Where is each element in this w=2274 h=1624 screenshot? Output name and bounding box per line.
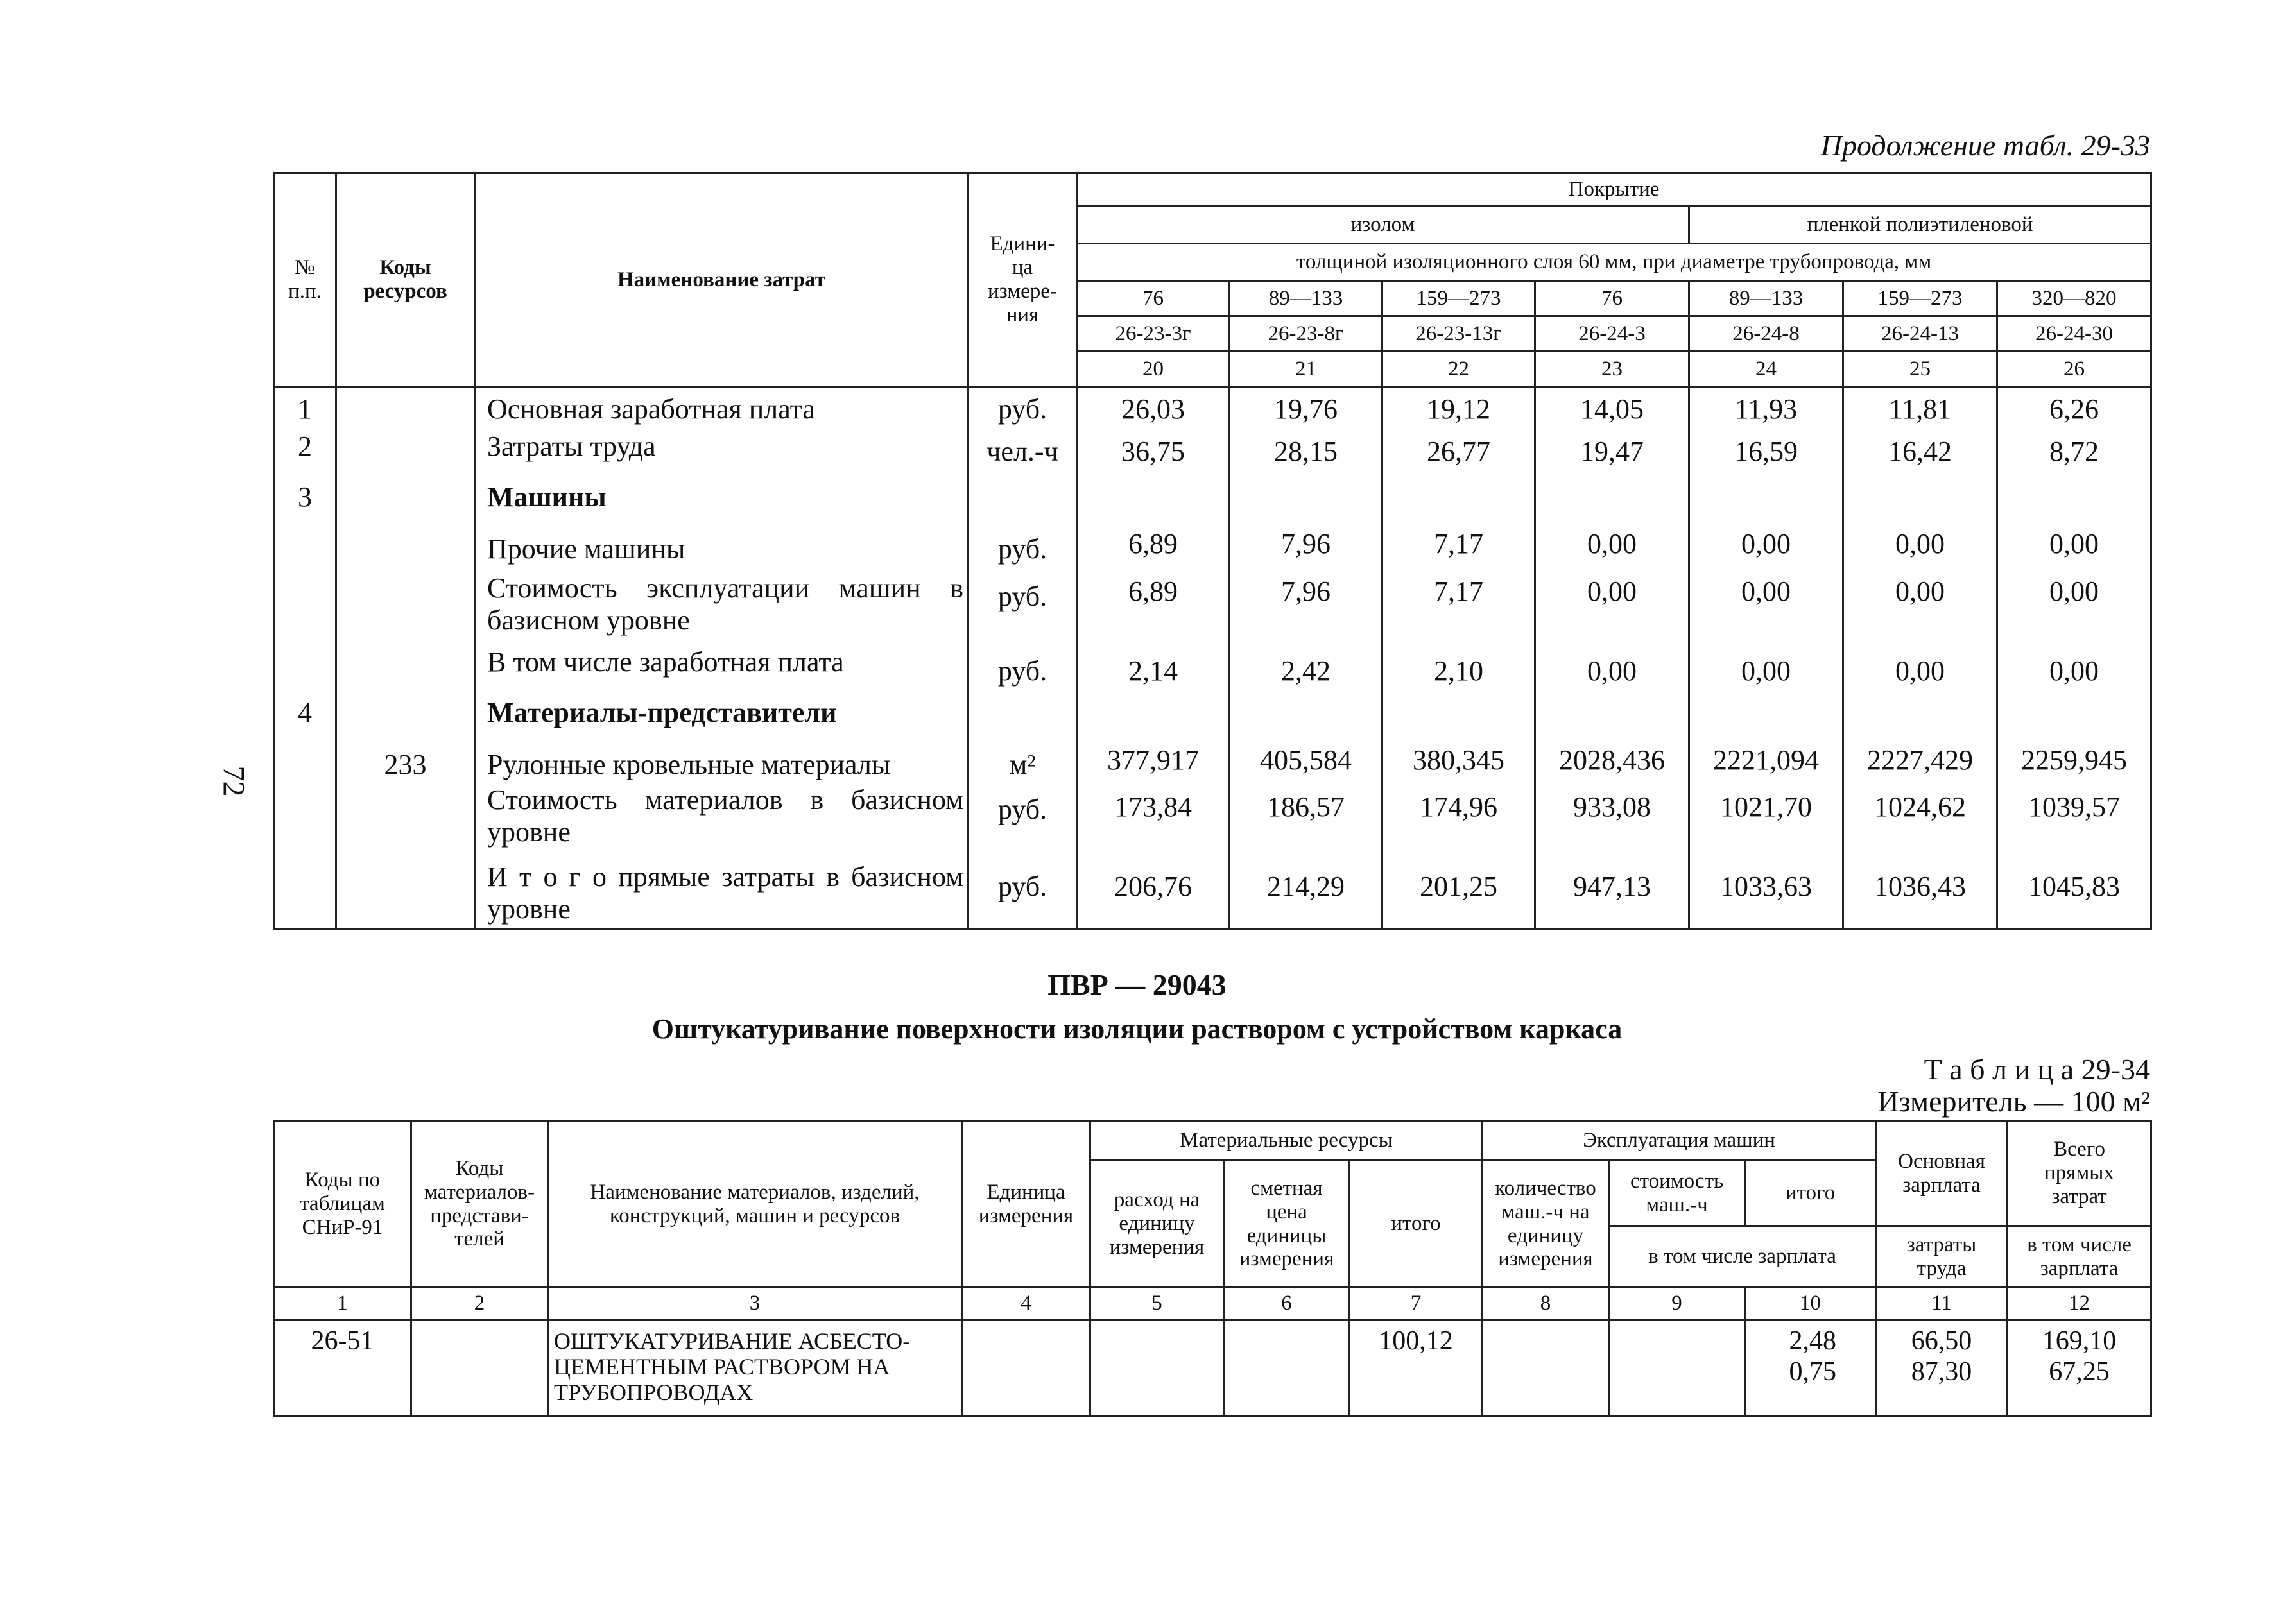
row-c11	[1876, 1320, 2008, 1416]
code-cell: 26-24-30	[1997, 316, 2151, 352]
section-title: Оштукатуривание поверхности изоляции раствором с устройством каркаса	[651, 1013, 1623, 1045]
row-label: И т о г о прямые затраты в базисном уровне	[487, 861, 963, 925]
header-c9: стоимость маш.-ч	[1609, 1161, 1745, 1226]
row-label: Затраты труда	[487, 431, 656, 462]
header-c11a: Основная зарплата	[1876, 1121, 2008, 1226]
header-plenkoy: пленкой полиэтиленовой	[1689, 207, 2151, 244]
header-c4: Единица измерения	[962, 1121, 1090, 1288]
column-number: 12	[2008, 1288, 2151, 1320]
row-c11-labor: 87,30	[1911, 1357, 1972, 1387]
row-c11-wage: 66,50	[1911, 1326, 1972, 1356]
diameter-cell: 159—273	[1843, 281, 1997, 316]
column-number: 8	[1483, 1288, 1609, 1320]
diameter-cell: 76	[1535, 281, 1689, 316]
header-num: № п.п.	[274, 173, 336, 387]
header-unit: Едини-ца измере-ния	[969, 173, 1077, 387]
row-c12-total: 169,10	[2042, 1326, 2117, 1356]
diameter-cell: 159—273	[1382, 281, 1535, 316]
row-label: Материалы-представители	[487, 697, 837, 728]
row-c5	[1090, 1320, 1224, 1416]
diameter-cell: 89—133	[1230, 281, 1382, 316]
header-izolom: изолом	[1077, 207, 1689, 244]
header-c9-10: в том числе зарплата	[1609, 1226, 1876, 1288]
table-29-34	[273, 1120, 2152, 1417]
column-number: 26	[1997, 352, 2151, 387]
row-unit	[962, 1320, 1090, 1416]
header-c10: итого	[1745, 1161, 1876, 1226]
table-29-33-continued	[273, 172, 2152, 930]
column-number: 10	[1745, 1288, 1876, 1320]
body-col-22: 19,12 26,77 7,17 7,17 2,10 380,345 174,96 201,25	[1382, 387, 1535, 929]
row-c7: 100,12	[1350, 1320, 1483, 1416]
row-name: ОШТУКАТУРИВАНИЕ АСБЕСТО-ЦЕМЕНТНЫМ РАСТВОРОМ НА ТРУБОПРОВОДАХ	[548, 1320, 962, 1416]
column-number: 20	[1077, 352, 1230, 387]
row-c9	[1609, 1320, 1745, 1416]
body-col-25: 11,81 16,42 0,00 0,00 0,00 2227,429 1024,62 1036,43	[1843, 387, 1997, 929]
row-c6	[1224, 1320, 1350, 1416]
code-cell: 26-23-13г	[1382, 316, 1535, 352]
diameter-cell: 89—133	[1689, 281, 1843, 316]
page-number: 72	[216, 765, 251, 797]
code-cell: 26-23-8г	[1230, 316, 1382, 352]
column-number: 7	[1350, 1288, 1483, 1320]
header-material: Материальные ресурсы	[1090, 1121, 1483, 1161]
body-col-21: 19,76 28,15 7,96 7,96 2,42 405,584 186,57 214,29	[1230, 387, 1382, 929]
header-c11b: затраты труда	[1876, 1226, 2008, 1288]
code-cell: 26-24-8	[1689, 316, 1843, 352]
row-label: Прочие машины	[487, 533, 685, 565]
column-number: 9	[1609, 1288, 1745, 1320]
body-col-codes: 233	[336, 387, 475, 929]
header-c1: Коды по таблицам СНиР-91	[274, 1121, 411, 1288]
header-c8: количество маш.-ч на единицу измерения	[1483, 1161, 1609, 1288]
column-number: 4	[962, 1288, 1090, 1320]
row-c12-wage: 67,25	[2049, 1357, 2110, 1387]
row-label: В том числе заработная плата	[487, 646, 844, 678]
row-code: 26-51	[274, 1320, 411, 1416]
column-number: 6	[1224, 1288, 1350, 1320]
body-col-units: руб. чел.-ч руб. руб. руб. м² руб. руб.	[969, 387, 1077, 929]
column-number: 5	[1090, 1288, 1224, 1320]
column-number: 24	[1689, 352, 1843, 387]
header-c7: итого	[1350, 1161, 1483, 1288]
column-number: 3	[548, 1288, 962, 1320]
header-thickness: толщиной изоляционного слоя 60 мм, при диаметре трубопровода, мм	[1077, 244, 2151, 281]
diameter-cell: 76	[1077, 281, 1230, 316]
column-number: 11	[1876, 1288, 2008, 1320]
table-row	[274, 1320, 2151, 1416]
column-number: 23	[1535, 352, 1689, 387]
header-pokrytie: Покрытие	[1077, 173, 2151, 207]
continuation-caption: Продолжение табл. 29-33	[1820, 129, 2150, 162]
row-label: Основная заработная плата	[487, 393, 815, 425]
header-c2: Коды материалов-представи-телей	[411, 1121, 548, 1288]
body-col-23: 14,05 19,47 0,00 0,00 0,00 2028,436 933,08 947,13	[1535, 387, 1689, 929]
header-name: Наименование затрат	[475, 173, 969, 387]
row-label: Стоимость материалов в базисном уровне	[487, 784, 963, 848]
row-material-code	[411, 1320, 548, 1416]
column-number: 22	[1382, 352, 1535, 387]
header-c5: расход на единицу измерения	[1090, 1161, 1224, 1288]
measure-label: Измеритель — 100 м²	[1877, 1085, 2150, 1118]
diameter-cell: 320—820	[1997, 281, 2151, 316]
row-label: Рулонные кровельные материалы	[487, 749, 891, 780]
column-number: 1	[274, 1288, 411, 1320]
row-c10-wage: 0,75	[1789, 1357, 1837, 1387]
header-c6: сметная цена единицы измерения	[1224, 1161, 1350, 1288]
row-label: Машины	[487, 481, 607, 513]
body-col-26: 6,26 8,72 0,00 0,00 0,00 2259,945 1039,57 1045,83	[1997, 387, 2151, 929]
column-number: 2	[411, 1288, 548, 1320]
header-c3: Наименование материалов, изделий, конструкций, машин и ресурсов	[548, 1121, 962, 1288]
row-c8	[1483, 1320, 1609, 1416]
code-cell: 26-23-3г	[1077, 316, 1230, 352]
code-cell: 26-24-3	[1535, 316, 1689, 352]
column-number: 21	[1230, 352, 1382, 387]
row-label: Стоимость эксплуатации машин в базисном уровне	[487, 572, 963, 636]
row-c10	[1745, 1320, 1876, 1416]
body-col-num: 1 2 3 4	[274, 387, 336, 929]
section-code: ПВР — 29043	[1047, 968, 1227, 1001]
table-label: Т а б л и ц а 29-34	[1924, 1053, 2150, 1086]
code-cell: 26-24-13	[1843, 316, 1997, 352]
body-col-24: 11,93 16,59 0,00 0,00 0,00 2221,094 1021,70 1033,63	[1689, 387, 1843, 929]
header-codes: Коды ресурсов	[336, 173, 475, 387]
header-exploitation: Эксплуатация машин	[1483, 1121, 1876, 1161]
header-c12a: Всего прямых затрат	[2008, 1121, 2151, 1226]
body-col-names	[475, 387, 969, 929]
row-c12	[2008, 1320, 2151, 1416]
body-col-20: 26,03 36,75 6,89 6,89 2,14 377,917 173,84 206,76	[1077, 387, 1230, 929]
column-number: 25	[1843, 352, 1997, 387]
row-c10-value: 2,48	[1789, 1326, 1837, 1356]
header-c12b: в том числе зарплата	[2008, 1226, 2151, 1288]
